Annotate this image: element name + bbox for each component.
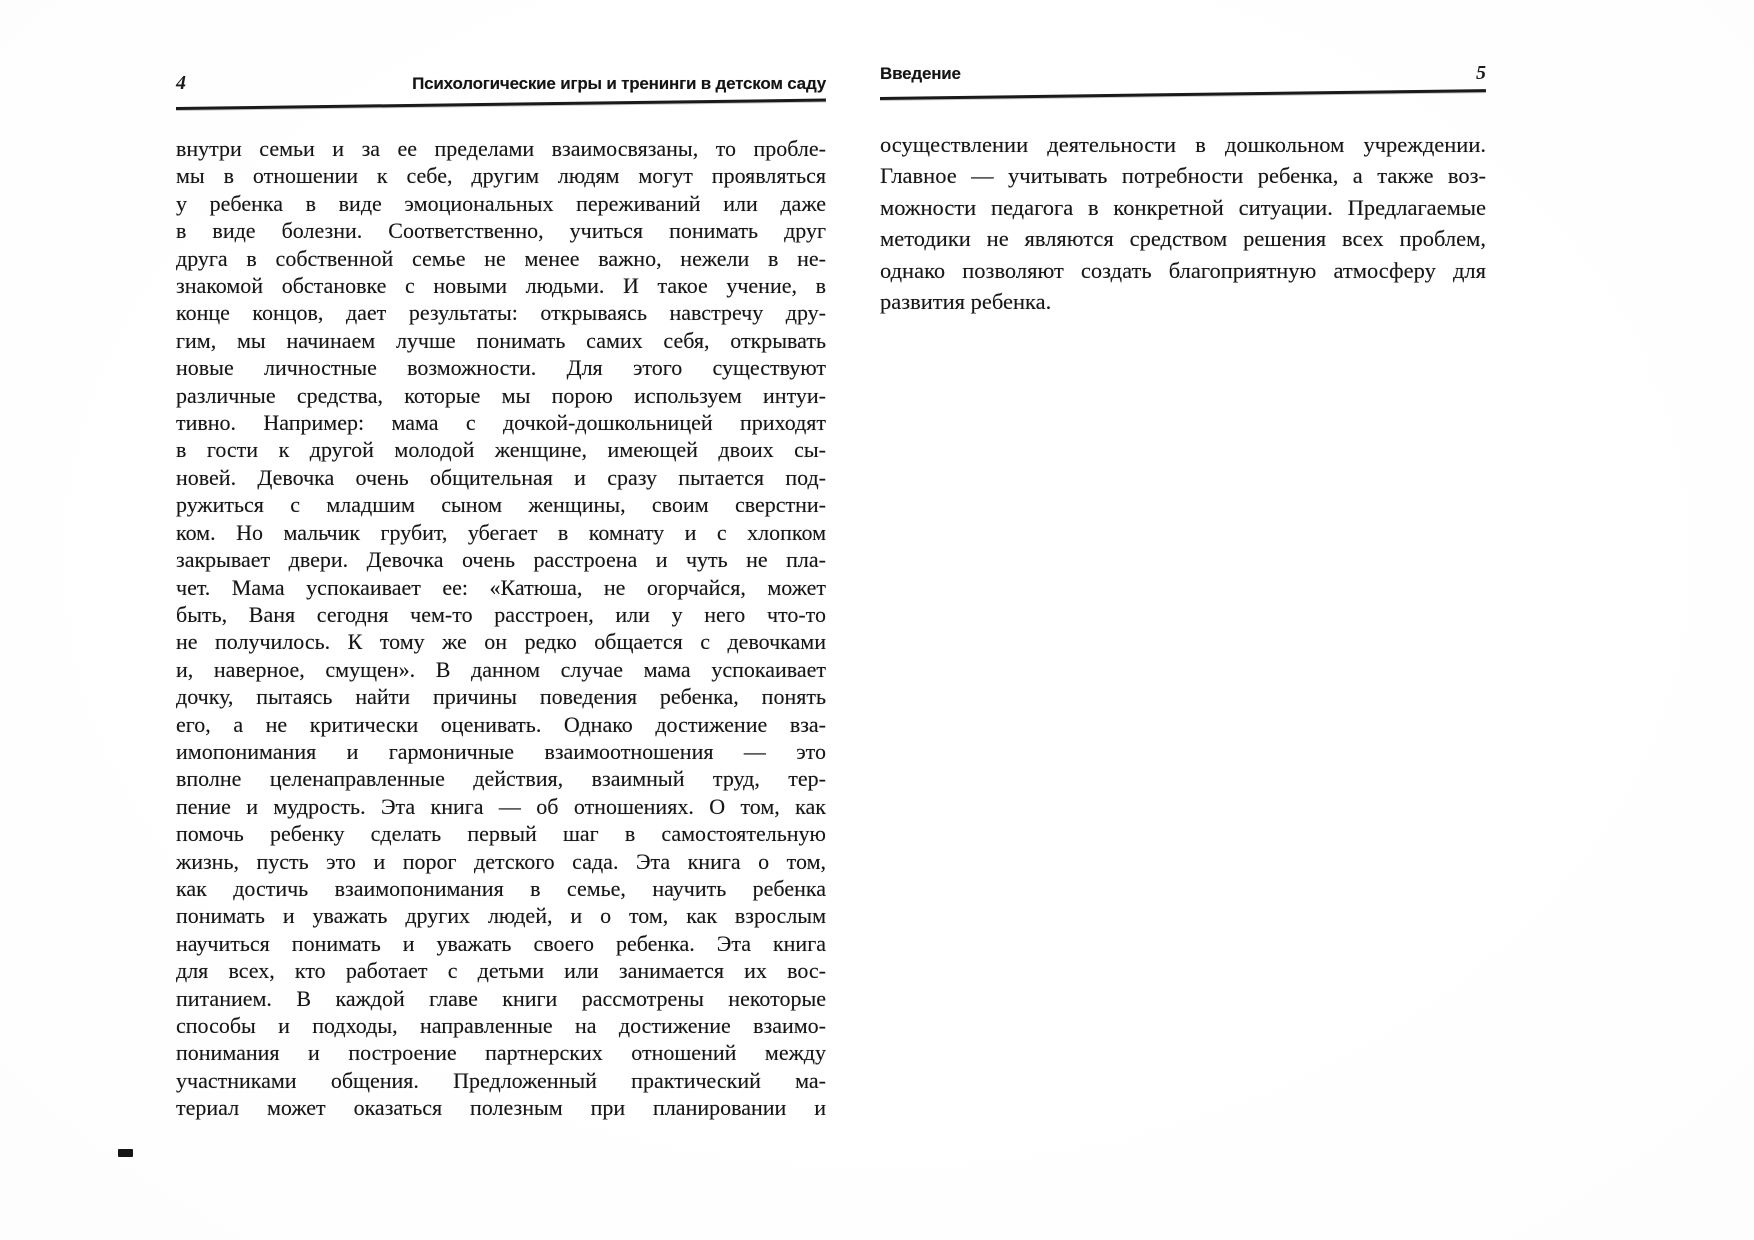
text-line: дочку, пытаясь найти причины поведения ребенка, понять [176,684,826,710]
text-line: различные средства, которые мы порою используем интуи- [176,382,826,408]
text-line: териал может оказаться полезным при планировании и [176,1095,826,1121]
text-line: и, наверное, смущен». В данном случае мама успокаивает [176,656,826,682]
page-number-right: 5 [1476,62,1486,84]
text-line: гим, мы начинаем лучше понимать самих себя, открывать [176,327,826,353]
text-line: ружиться с младшим сыном женщины, своим сверстни- [176,492,826,518]
text-line: мы в отношении к себе, другим людям могут проявляться [176,163,826,189]
scan-ink-mark [118,1149,133,1157]
text-line: можности педагога в конкретной ситуации. Предлагаемые [880,194,1486,220]
text-line: вполне целенаправленные действия, взаимный труд, тер- [176,766,826,792]
text-line: имопонимания и гармоничные взаимоотношения — это [176,738,826,764]
page-right [880,62,1486,317]
text-line: Главное — учитывать потребности ребенка, а также воз- [880,163,1486,189]
text-line: новей. Девочка очень общительная и сразу пытается под- [176,464,826,490]
text-line: участниками общения. Предложенный практический ма- [176,1067,826,1093]
text-line: конце концов, дает результаты: открываясь навстречу дру- [176,300,826,326]
page-header-left [176,72,826,102]
page-number-left: 4 [176,72,186,94]
body-text-right [880,129,1486,317]
text-line: для всех, кто работает с детьми или занимается их вос- [176,958,826,984]
text-line: осуществлении деятельности в дошкольном учреждении. [880,132,1486,157]
text-line: однако позволяют создать благоприятную атмосферу для [880,257,1486,283]
text-line: его, а не критически оценивать. Однако достижение вза- [176,711,826,737]
running-title-right: Введение [880,64,961,83]
text-line: тивно. Например: мама с дочкой-дошкольницей приходят [176,410,826,436]
text-line: быть, Ваня сегодня чем-то расстроен, или у него что-то [176,601,826,627]
text-line: как достичь взаимопонимания в семье, научить ребенка [176,875,826,901]
page-left [176,72,826,1122]
running-title-left: Психологические игры и тренинги в детском саду [412,74,826,93]
text-line: новые личностные возможности. Для этого существуют [176,355,826,381]
page-header-right [880,62,1486,92]
text-line: чет. Мама успокаивает ее: «Катюша, не огорчайся, может [176,574,826,600]
text-line: понимать и уважать других людей, и о том, как взрослым [176,903,826,929]
text-line: методики не являются средством решения всех проблем, [880,226,1486,252]
text-line: помочь ребенку сделать первый шаг в самостоятельную [176,821,826,847]
text-line: в виде болезни. Соответственно, учиться понимать друг [176,218,826,244]
text-line: в гости к другой молодой женщине, имеющей двоих сы- [176,437,826,463]
text-line: знакомой обстановке с новыми людьми. И такое учение, в [176,273,826,299]
text-line: ком. Но мальчик грубит, убегает в комнату и с хлопком [176,519,826,545]
body-text-left [176,135,826,1122]
text-line: жизнь, пусть это и порог детского сада. Эта книга о том, [176,848,826,874]
text-line: научиться понимать и уважать своего ребенка. Эта книга [176,930,826,956]
text-line: питанием. В каждой главе книги рассмотрены некоторые [176,985,826,1011]
text-line: пение и мудрость. Эта книга — об отношениях. О том, как [176,793,826,819]
text-line: понимания и построение партнерских отношений между [176,1040,826,1066]
text-line: не получилось. К тому же он редко общается с девочками [176,629,826,655]
text-line: внутри семьи и за ее пределами взаимосвязаны, то пробле- [176,136,826,161]
text-line: у ребенка в виде эмоциональных переживаний или даже [176,190,826,216]
text-line: закрывает двери. Девочка очень расстроена и чуть не пла- [176,547,826,573]
text-line: развития ребенка. [880,289,1052,315]
text-line: способы и подходы, направленные на достижение взаимо- [176,1013,826,1038]
text-line: друга в собственной семье не менее важно, нежели в не- [176,245,826,271]
